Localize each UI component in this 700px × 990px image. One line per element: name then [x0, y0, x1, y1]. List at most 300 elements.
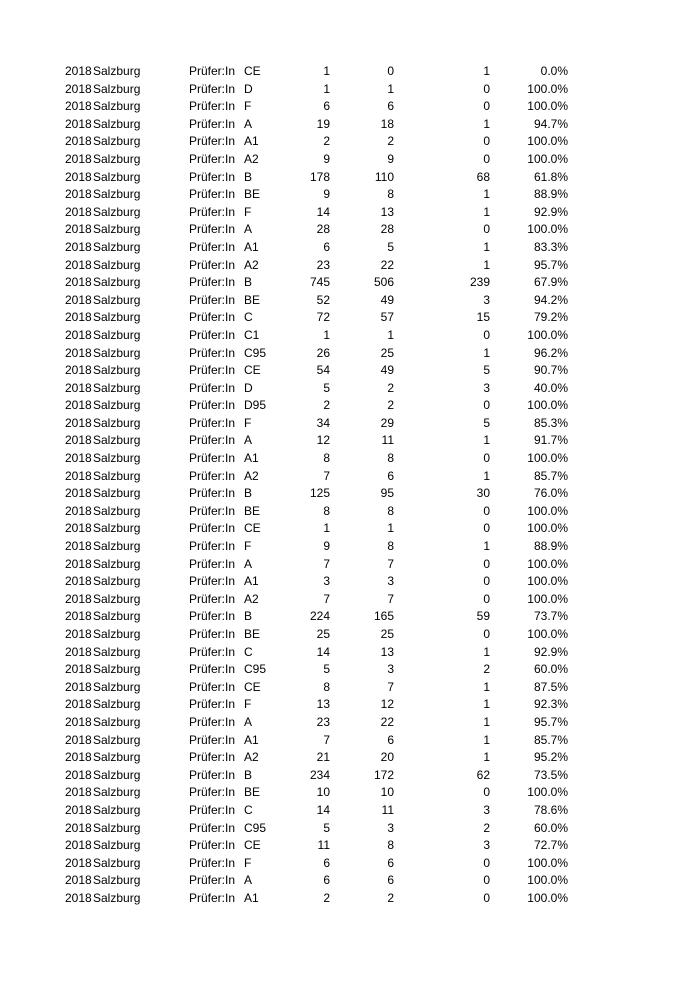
city-cell: Salzburg	[93, 662, 141, 677]
examiner-cell: Prüfer:In	[189, 275, 236, 290]
failed-count-cell: 1	[483, 679, 490, 694]
year-cell: 2018	[65, 644, 92, 659]
license-class-cell: D95	[244, 398, 267, 413]
failed-count-cell: 5	[483, 415, 490, 430]
city-cell: Salzburg	[93, 415, 141, 430]
year-cell: 2018	[65, 539, 92, 554]
pass-rate-cell: 67.9%	[533, 275, 568, 290]
total-count-cell: 25	[316, 627, 330, 641]
total-count-cell: 2	[323, 398, 330, 413]
failed-count-cell: 1	[483, 750, 490, 765]
year-cell: 2018	[65, 468, 92, 483]
table-row	[0, 573, 700, 591]
city-cell: Salzburg	[93, 539, 141, 554]
city-cell: Salzburg	[93, 222, 141, 237]
table-row	[0, 608, 700, 626]
passed-count-cell: 6	[387, 873, 394, 888]
license-class-cell: C1	[244, 327, 260, 342]
table-row	[0, 520, 700, 538]
total-count-cell: 9	[323, 539, 330, 554]
failed-count-cell: 0	[483, 134, 490, 149]
table-row	[0, 415, 700, 433]
total-count-cell: 3	[323, 574, 330, 589]
year-cell: 2018	[65, 785, 92, 800]
table-row	[0, 257, 700, 275]
failed-count-cell: 3	[483, 292, 490, 307]
city-cell: Salzburg	[93, 134, 141, 149]
license-class-cell: B	[244, 767, 253, 782]
passed-count-cell: 11	[381, 433, 394, 448]
year-cell: 2018	[65, 750, 92, 765]
city-cell: Salzburg	[93, 820, 141, 835]
city-cell: Salzburg	[93, 257, 141, 272]
passed-count-cell: 57	[380, 310, 394, 325]
license-class-cell: CE	[244, 838, 261, 853]
pass-rate-cell: 100.0%	[527, 556, 568, 571]
year-cell: 2018	[65, 239, 92, 254]
year-cell: 2018	[65, 222, 92, 237]
city-cell: Salzburg	[93, 99, 141, 114]
failed-count-cell: 1	[483, 714, 490, 729]
total-count-cell: 6	[323, 855, 330, 870]
year-cell: 2018	[65, 292, 92, 307]
table-row	[0, 872, 700, 890]
total-count-cell: 34	[316, 415, 330, 430]
license-class-cell: A1	[244, 239, 259, 254]
city-cell: Salzburg	[93, 767, 141, 782]
year-cell: 2018	[65, 627, 92, 641]
passed-count-cell: 7	[387, 679, 394, 694]
pass-rate-cell: 72.7%	[533, 838, 568, 853]
year-cell: 2018	[65, 398, 92, 413]
city-cell: Salzburg	[93, 785, 141, 800]
table-row	[0, 397, 700, 415]
examiner-cell: Prüfer:In	[189, 257, 236, 272]
passed-count-cell: 95	[380, 486, 394, 501]
city-cell: Salzburg	[93, 398, 141, 413]
examiner-cell: Prüfer:In	[189, 169, 236, 184]
passed-count-cell: 12	[380, 697, 394, 712]
total-count-cell: 11	[317, 838, 330, 853]
city-cell: Salzburg	[93, 486, 141, 501]
pass-rate-cell: 100.0%	[527, 451, 568, 466]
passed-count-cell: 8	[387, 539, 394, 554]
license-class-cell: A2	[244, 468, 259, 483]
table-row	[0, 432, 700, 450]
passed-count-cell: 7	[387, 591, 394, 606]
passed-count-cell: 3	[387, 574, 394, 589]
pass-rate-cell: 100.0%	[527, 398, 568, 413]
examiner-cell: Prüfer:In	[189, 521, 236, 536]
city-cell: Salzburg	[93, 116, 141, 131]
failed-count-cell: 59	[476, 609, 490, 624]
examiner-cell: Prüfer:In	[189, 732, 236, 747]
city-cell: Salzburg	[93, 838, 141, 853]
total-count-cell: 8	[323, 679, 330, 694]
license-class-cell: F	[244, 697, 252, 712]
examiner-cell: Prüfer:In	[189, 433, 236, 448]
city-cell: Salzburg	[93, 873, 141, 888]
failed-count-cell: 0	[483, 873, 490, 888]
license-class-cell: C95	[244, 820, 267, 835]
year-cell: 2018	[65, 134, 92, 149]
passed-count-cell: 22	[380, 714, 394, 729]
passed-count-cell: 5	[387, 239, 394, 254]
examiner-cell: Prüfer:In	[189, 468, 236, 483]
table-row	[0, 855, 700, 873]
failed-count-cell: 0	[483, 327, 490, 342]
failed-count-cell: 5	[483, 363, 490, 378]
year-cell: 2018	[65, 890, 92, 905]
examiner-cell: Prüfer:In	[189, 574, 236, 589]
table-row	[0, 98, 700, 116]
passed-count-cell: 6	[387, 99, 394, 114]
failed-count-cell: 1	[483, 257, 490, 272]
table-row	[0, 204, 700, 222]
table-row	[0, 186, 700, 204]
year-cell: 2018	[65, 679, 92, 694]
license-class-cell: C	[244, 644, 253, 659]
year-cell: 2018	[65, 310, 92, 325]
examiner-cell: Prüfer:In	[189, 204, 236, 219]
year-cell: 2018	[65, 116, 92, 131]
failed-count-cell: 0	[483, 890, 490, 905]
city-cell: Salzburg	[93, 732, 141, 747]
license-class-cell: A1	[244, 134, 259, 149]
license-class-cell: A1	[244, 574, 259, 589]
total-count-cell: 178	[309, 169, 330, 184]
failed-count-cell: 0	[483, 574, 490, 589]
city-cell: Salzburg	[93, 451, 141, 466]
failed-count-cell: 0	[483, 785, 490, 800]
passed-count-cell: 8	[387, 451, 394, 466]
failed-count-cell: 0	[483, 151, 490, 166]
pass-rate-cell: 87.5%	[533, 679, 568, 694]
pass-rate-cell: 100.0%	[527, 574, 568, 589]
total-count-cell: 5	[323, 662, 330, 677]
passed-count-cell: 29	[380, 415, 394, 430]
pass-rate-cell: 88.9%	[533, 539, 568, 554]
examiner-cell: Prüfer:In	[189, 380, 236, 395]
total-count-cell: 19	[316, 116, 330, 131]
city-cell: Salzburg	[93, 433, 141, 448]
passed-count-cell: 165	[373, 609, 394, 624]
passed-count-cell: 2	[387, 890, 394, 905]
pass-rate-cell: 100.0%	[527, 327, 568, 342]
year-cell: 2018	[65, 556, 92, 571]
passed-count-cell: 8	[387, 187, 394, 202]
total-count-cell: 21	[316, 750, 330, 765]
table-row	[0, 802, 700, 820]
table-row	[0, 274, 700, 292]
failed-count-cell: 239	[469, 275, 490, 290]
city-cell: Salzburg	[93, 574, 141, 589]
passed-count-cell: 1	[387, 521, 394, 536]
year-cell: 2018	[65, 257, 92, 272]
passed-count-cell: 6	[387, 732, 394, 747]
table-row	[0, 626, 700, 644]
passed-count-cell: 49	[380, 363, 394, 378]
examiner-cell: Prüfer:In	[189, 609, 236, 624]
year-cell: 2018	[65, 204, 92, 219]
failed-count-cell: 0	[483, 521, 490, 536]
passed-count-cell: 20	[380, 750, 394, 765]
total-count-cell: 2	[323, 134, 330, 149]
license-class-cell: C95	[244, 345, 267, 360]
failed-count-cell: 2	[483, 820, 490, 835]
license-class-cell: B	[244, 275, 253, 290]
city-cell: Salzburg	[93, 363, 141, 378]
license-class-cell: B	[244, 486, 253, 501]
license-class-cell: A	[244, 556, 253, 571]
examiner-cell: Prüfer:In	[189, 855, 236, 870]
year-cell: 2018	[65, 767, 92, 782]
table-row	[0, 749, 700, 767]
table-row	[0, 714, 700, 732]
pass-rate-cell: 100.0%	[527, 591, 568, 606]
passed-count-cell: 7	[387, 556, 394, 571]
city-cell: Salzburg	[93, 187, 141, 202]
total-count-cell: 8	[323, 503, 330, 518]
passed-count-cell: 13	[380, 644, 394, 659]
failed-count-cell: 30	[476, 486, 490, 501]
examiner-cell: Prüfer:In	[189, 873, 236, 888]
failed-count-cell: 2	[483, 662, 490, 677]
table-row	[0, 767, 700, 785]
total-count-cell: 125	[309, 486, 330, 501]
license-class-cell: A2	[244, 750, 259, 765]
total-count-cell: 7	[323, 468, 330, 483]
city-cell: Salzburg	[93, 503, 141, 518]
examiner-cell: Prüfer:In	[189, 750, 236, 765]
examiner-cell: Prüfer:In	[189, 820, 236, 835]
year-cell: 2018	[65, 415, 92, 430]
total-count-cell: 1	[323, 81, 330, 96]
table-row	[0, 784, 700, 802]
failed-count-cell: 62	[476, 767, 490, 782]
pass-rate-cell: 100.0%	[527, 855, 568, 870]
year-cell: 2018	[65, 855, 92, 870]
examiner-cell: Prüfer:In	[189, 187, 236, 202]
pass-rate-cell: 73.5%	[533, 767, 568, 782]
examiner-cell: Prüfer:In	[189, 415, 236, 430]
pass-rate-cell: 85.3%	[533, 415, 568, 430]
pass-rate-cell: 78.6%	[533, 802, 568, 817]
license-class-cell: CE	[244, 363, 261, 378]
year-cell: 2018	[65, 64, 92, 78]
license-class-cell: BE	[244, 503, 261, 518]
table-row	[0, 679, 700, 697]
examiner-cell: Prüfer:In	[189, 539, 236, 554]
pass-rate-cell: 88.9%	[533, 187, 568, 202]
table-row	[0, 820, 700, 838]
license-class-cell: C95	[244, 662, 267, 677]
license-class-cell: CE	[244, 521, 261, 536]
license-class-cell: C	[244, 802, 253, 817]
passed-count-cell: 6	[387, 855, 394, 870]
table-row	[0, 503, 700, 521]
pass-rate-cell: 92.3%	[533, 697, 568, 712]
passed-count-cell: 506	[373, 275, 394, 290]
pass-rate-cell: 90.7%	[533, 363, 568, 378]
year-cell: 2018	[65, 99, 92, 114]
city-cell: Salzburg	[93, 609, 141, 624]
pass-rate-cell: 100.0%	[527, 151, 568, 166]
total-count-cell: 14	[316, 644, 330, 659]
total-count-cell: 6	[323, 99, 330, 114]
year-cell: 2018	[65, 574, 92, 589]
year-cell: 2018	[65, 380, 92, 395]
examiner-cell: Prüfer:In	[189, 697, 236, 712]
city-cell: Salzburg	[93, 380, 141, 395]
table-row	[0, 327, 700, 345]
license-class-cell: F	[244, 855, 252, 870]
passed-count-cell: 8	[387, 838, 394, 853]
data-table	[0, 63, 700, 908]
table-row	[0, 890, 700, 908]
table-row	[0, 309, 700, 327]
table-row	[0, 732, 700, 750]
total-count-cell: 8	[323, 451, 330, 466]
failed-count-cell: 0	[483, 556, 490, 571]
year-cell: 2018	[65, 820, 92, 835]
pass-rate-cell: 60.0%	[533, 820, 568, 835]
total-count-cell: 14	[316, 802, 330, 817]
passed-count-cell: 28	[380, 222, 394, 237]
city-cell: Salzburg	[93, 327, 141, 342]
failed-count-cell: 0	[483, 855, 490, 870]
passed-count-cell: 9	[387, 151, 394, 166]
pass-rate-cell: 94.7%	[533, 116, 568, 131]
table-row	[0, 468, 700, 486]
total-count-cell: 9	[323, 187, 330, 202]
passed-count-cell: 25	[380, 627, 394, 641]
city-cell: Salzburg	[93, 802, 141, 817]
city-cell: Salzburg	[93, 292, 141, 307]
examiner-cell: Prüfer:In	[189, 679, 236, 694]
pass-rate-cell: 73.7%	[533, 609, 568, 624]
examiner-cell: Prüfer:In	[189, 327, 236, 342]
pass-rate-cell: 85.7%	[533, 732, 568, 747]
year-cell: 2018	[65, 591, 92, 606]
pass-rate-cell: 95.7%	[533, 257, 568, 272]
year-cell: 2018	[65, 521, 92, 536]
year-cell: 2018	[65, 486, 92, 501]
passed-count-cell: 172	[373, 767, 394, 782]
table-row	[0, 380, 700, 398]
license-class-cell: A1	[244, 890, 259, 905]
city-cell: Salzburg	[93, 644, 141, 659]
failed-count-cell: 0	[483, 99, 490, 114]
license-class-cell: A2	[244, 151, 259, 166]
license-class-cell: A	[244, 116, 253, 131]
table-row	[0, 591, 700, 609]
city-cell: Salzburg	[93, 591, 141, 606]
total-count-cell: 7	[323, 591, 330, 606]
failed-count-cell: 1	[483, 697, 490, 712]
total-count-cell: 2	[323, 890, 330, 905]
failed-count-cell: 0	[483, 222, 490, 237]
failed-count-cell: 1	[483, 433, 490, 448]
city-cell: Salzburg	[93, 81, 141, 96]
year-cell: 2018	[65, 714, 92, 729]
table-row	[0, 556, 700, 574]
failed-count-cell: 1	[483, 204, 490, 219]
license-class-cell: A1	[244, 451, 259, 466]
failed-count-cell: 68	[476, 169, 490, 184]
examiner-cell: Prüfer:In	[189, 662, 236, 677]
examiner-cell: Prüfer:In	[189, 398, 236, 413]
table-row	[0, 362, 700, 380]
license-class-cell: BE	[244, 292, 261, 307]
failed-count-cell: 0	[483, 591, 490, 606]
table-row	[0, 116, 700, 134]
pass-rate-cell: 96.2%	[533, 345, 568, 360]
passed-count-cell: 49	[380, 292, 394, 307]
city-cell: Salzburg	[93, 345, 141, 360]
pass-rate-cell: 0.0%	[540, 64, 568, 78]
license-class-cell: A2	[244, 591, 259, 606]
year-cell: 2018	[65, 187, 92, 202]
city-cell: Salzburg	[93, 521, 141, 536]
pass-rate-cell: 100.0%	[527, 99, 568, 114]
failed-count-cell: 0	[483, 451, 490, 466]
passed-count-cell: 2	[387, 398, 394, 413]
city-cell: Salzburg	[93, 855, 141, 870]
pass-rate-cell: 92.9%	[533, 644, 568, 659]
year-cell: 2018	[65, 363, 92, 378]
pass-rate-cell: 79.2%	[533, 310, 568, 325]
city-cell: Salzburg	[93, 275, 141, 290]
failed-count-cell: 1	[483, 116, 490, 131]
total-count-cell: 224	[309, 609, 330, 624]
year-cell: 2018	[65, 873, 92, 888]
year-cell: 2018	[65, 433, 92, 448]
passed-count-cell: 1	[387, 327, 394, 342]
examiner-cell: Prüfer:In	[189, 310, 236, 325]
table-row	[0, 696, 700, 714]
city-cell: Salzburg	[93, 64, 141, 78]
license-class-cell: BE	[244, 785, 261, 800]
passed-count-cell: 10	[380, 785, 394, 800]
examiner-cell: Prüfer:In	[189, 767, 236, 782]
total-count-cell: 28	[316, 222, 330, 237]
examiner-cell: Prüfer:In	[189, 363, 236, 378]
passed-count-cell: 11	[381, 802, 394, 817]
pass-rate-cell: 100.0%	[527, 222, 568, 237]
total-count-cell: 745	[309, 275, 330, 290]
passed-count-cell: 13	[380, 204, 394, 219]
total-count-cell: 52	[316, 292, 330, 307]
failed-count-cell: 0	[483, 503, 490, 518]
license-class-cell: A	[244, 873, 253, 888]
city-cell: Salzburg	[93, 679, 141, 694]
year-cell: 2018	[65, 451, 92, 466]
passed-count-cell: 3	[387, 662, 394, 677]
city-cell: Salzburg	[93, 697, 141, 712]
year-cell: 2018	[65, 802, 92, 817]
pass-rate-cell: 100.0%	[527, 873, 568, 888]
failed-count-cell: 1	[483, 187, 490, 202]
pass-rate-cell: 100.0%	[527, 521, 568, 536]
examiner-cell: Prüfer:In	[189, 627, 236, 641]
license-class-cell: F	[244, 415, 252, 430]
table-row	[0, 151, 700, 169]
examiner-cell: Prüfer:In	[189, 503, 236, 518]
total-count-cell: 9	[323, 151, 330, 166]
failed-count-cell: 1	[483, 732, 490, 747]
examiner-cell: Prüfer:In	[189, 345, 236, 360]
